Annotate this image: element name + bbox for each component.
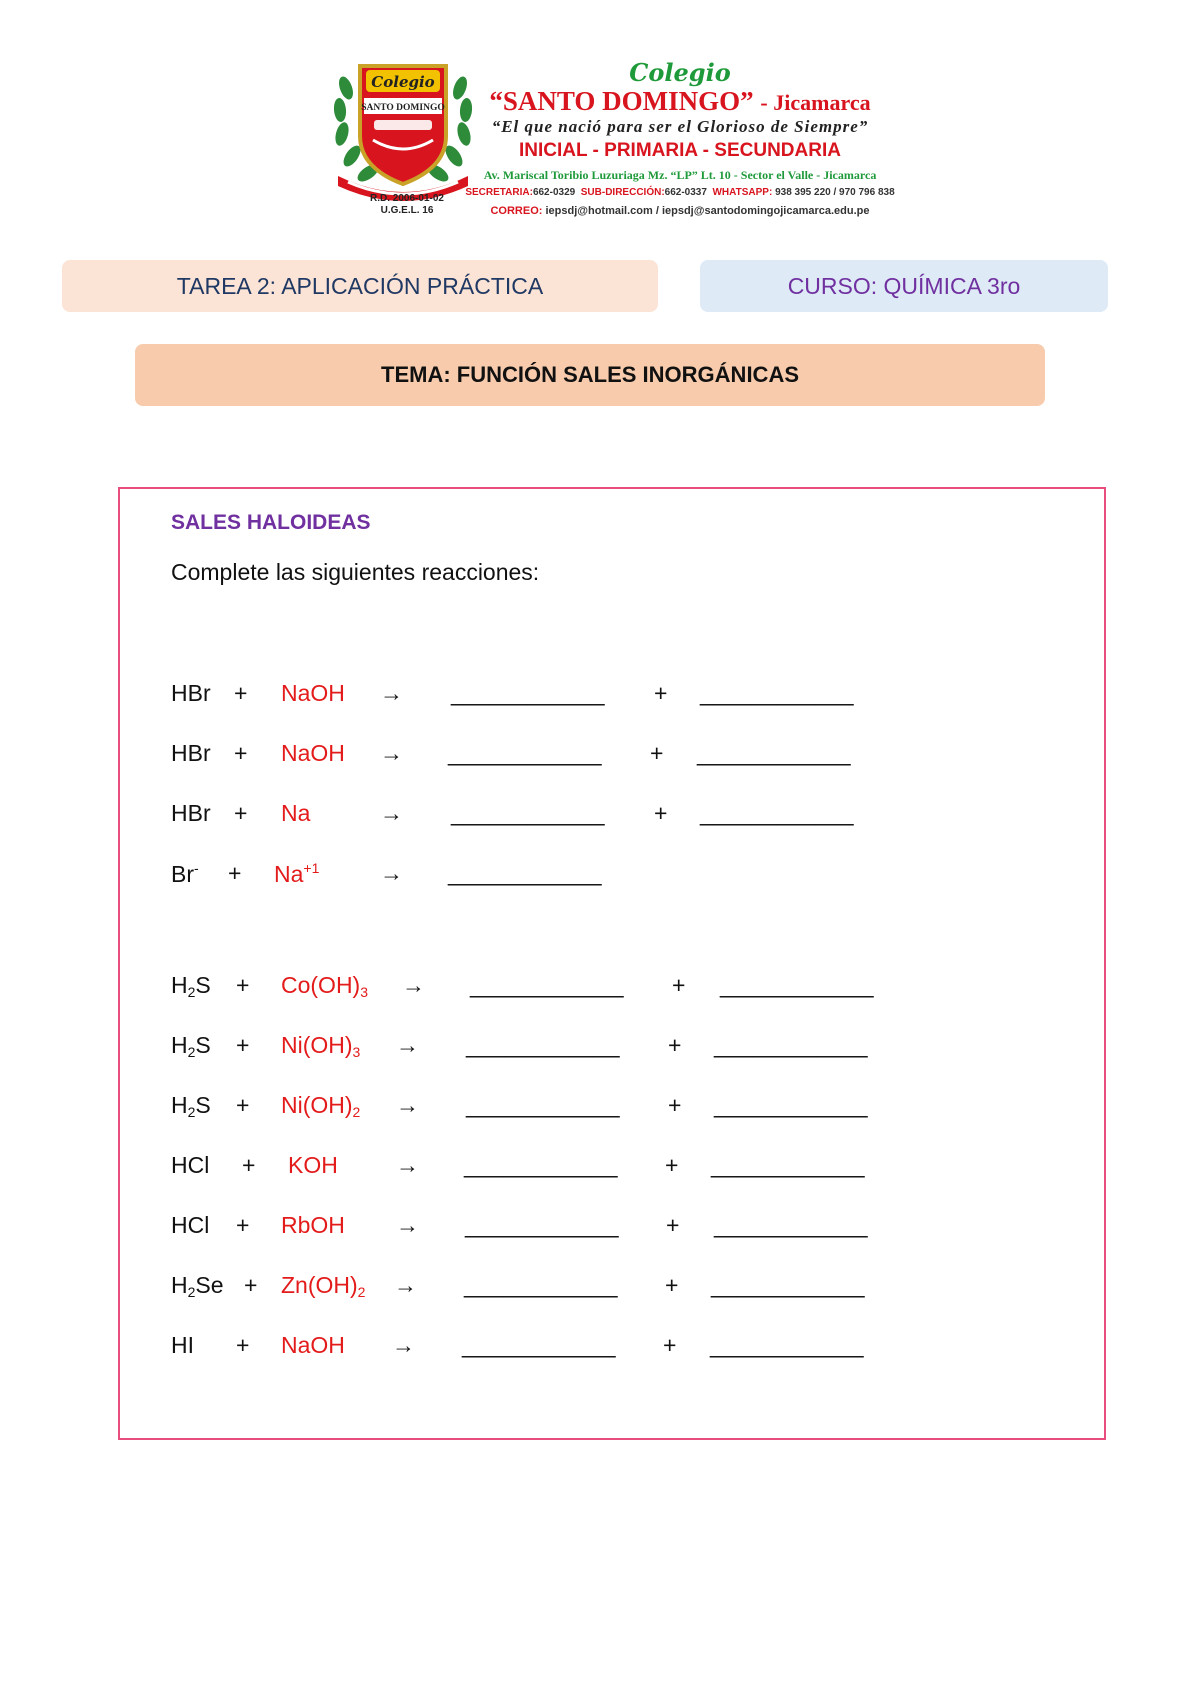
reactant-acid: $H_2S$ [171, 972, 211, 1000]
charge-superscript: - [194, 860, 199, 876]
plus-sign: + [666, 1212, 680, 1238]
reactant-base: $Co(OH)_3$ [281, 972, 369, 1000]
plus-sign: + [236, 1212, 250, 1238]
plus-sign: + [236, 1092, 250, 1118]
reaction-arrow: → [380, 740, 403, 766]
product-blank: ____________ [466, 1032, 620, 1058]
phone-label-1: SECRETARIA: [465, 187, 533, 198]
plus-sign: + [663, 1332, 677, 1358]
reaction-arrow: → [396, 1032, 419, 1058]
tarea-banner: TAREA 2: APLICACIÓN PRÁCTICA [62, 260, 658, 312]
reaction-arrow: → [402, 972, 425, 998]
subscript: 3 [352, 1044, 361, 1060]
rd-line: R.D. 2006-01-02 [370, 193, 444, 204]
email-value: iepsdj@hotmail.com / iepsdj@santodomingojicamarca.edu.pe [545, 205, 870, 217]
phone-label-2: SUB-DIRECCIÓN: [580, 187, 665, 198]
reaction-row [0, 680, 1200, 714]
worksheet-title: SALES HALOIDEAS [171, 511, 371, 534]
plus-sign: + [650, 740, 664, 766]
product-blank: ____________ [720, 972, 874, 998]
reactant-base: NaOH [281, 1332, 345, 1358]
header-levels: INICIAL - PRIMARIA - SECUNDARIA [519, 140, 841, 161]
product-blank: ____________ [462, 1332, 616, 1358]
plus-sign: + [234, 740, 248, 766]
reaction-row [0, 1332, 1200, 1366]
svg-text:SANTO DOMINGO: SANTO DOMINGO [361, 103, 445, 113]
reactant-base: Na [281, 800, 311, 826]
reaction-row [0, 1032, 1200, 1066]
product-blank: ____________ [464, 1272, 618, 1298]
subscript: 2 [187, 984, 196, 1000]
reactant-base: NaOH [281, 740, 345, 766]
reaction-arrow: → [396, 1092, 419, 1118]
product-blank: ____________ [714, 1212, 868, 1238]
product-blank: ____________ [714, 1032, 868, 1058]
subscript: 2 [352, 1104, 361, 1120]
reaction-arrow: → [396, 1212, 419, 1238]
reactant-base: NaOH [281, 680, 345, 706]
worksheet-instruction: Complete las siguientes reacciones: [171, 559, 540, 585]
plus-sign: + [668, 1032, 682, 1058]
plus-sign: + [236, 1032, 250, 1058]
product-blank: ____________ [711, 1152, 865, 1178]
reactant-acid: HBr [171, 740, 211, 766]
plus-sign: + [672, 972, 686, 998]
header-address: Av. Mariscal Toribio Luzuriaga Mz. “LP” Lt. 10 - Sector el Valle - Jicamarca [483, 168, 877, 182]
subscript: 3 [360, 984, 369, 1000]
reactant-acid: Br- [171, 860, 199, 887]
charge-superscript: +1 [303, 860, 320, 876]
reaction-arrow: → [396, 1152, 419, 1178]
header-colegio: Colegio [629, 58, 731, 87]
plus-sign: + [668, 1092, 682, 1118]
product-blank: ____________ [700, 800, 854, 826]
reactant-acid: HCl [171, 1212, 210, 1238]
reactant-acid: HBr [171, 800, 211, 826]
reaction-arrow: → [380, 680, 403, 706]
ugel-line: U.G.E.L. 16 [380, 205, 434, 216]
email-label: CORREO: [490, 205, 543, 217]
reactant-base: $Ni(OH)_2$ [281, 1092, 361, 1120]
product-blank: ____________ [464, 1152, 618, 1178]
curso-banner: CURSO: QUÍMICA 3ro [700, 260, 1108, 312]
plus-sign: + [654, 800, 668, 826]
phone-value-1: 662-0329 [532, 187, 576, 198]
reaction-row [0, 1272, 1200, 1306]
school-name: “SANTO DOMINGO” [489, 86, 754, 116]
reactant-acid: HBr [171, 680, 211, 706]
reactant-acid: HCl [171, 1152, 210, 1178]
reaction-arrow: → [392, 1332, 415, 1358]
product-blank: ____________ [714, 1092, 868, 1118]
reaction-arrow: → [380, 860, 403, 886]
product-blank: ____________ [448, 860, 602, 886]
subscript: 2 [187, 1104, 196, 1120]
reactant-base: $Na^{+1}$ [274, 860, 320, 887]
reaction-row [0, 740, 1200, 774]
reactant-base: KOH [288, 1152, 338, 1178]
product-blank: ____________ [448, 740, 602, 766]
reaction-row [0, 972, 1200, 1006]
plus-sign: + [234, 680, 248, 706]
reactant-acid: HI [171, 1332, 194, 1358]
phone-label-3: WHATSAPP: [712, 187, 773, 198]
school-location: - Jicamarca [760, 90, 871, 115]
product-blank: ____________ [466, 1092, 620, 1118]
product-blank: ____________ [711, 1272, 865, 1298]
reaction-row [0, 800, 1200, 834]
reactant-base: $Ni(OH)_3$ [281, 1032, 361, 1060]
phone-value-3: 938 395 220 / 970 796 838 [775, 187, 895, 198]
plus-sign: + [228, 860, 242, 886]
plus-sign: + [654, 680, 668, 706]
reactant-base: RbOH [281, 1212, 345, 1238]
reactant-acid: $H_2Se$ [171, 1272, 224, 1300]
subscript: 2 [187, 1284, 196, 1300]
reaction-row [0, 860, 1200, 894]
product-blank: ____________ [451, 800, 605, 826]
plus-sign: + [665, 1272, 679, 1298]
subscript: 2 [357, 1284, 366, 1300]
reactant-base: $Zn(OH)_2$ [281, 1272, 366, 1300]
svg-text:Colegio: Colegio [371, 73, 435, 91]
plus-sign: + [236, 1332, 250, 1358]
subscript: 2 [187, 1044, 196, 1060]
header-motto: “El que nació para ser el Glorioso de Siempre” [491, 117, 869, 136]
tema-banner: TEMA: FUNCIÓN SALES INORGÁNICAS [135, 344, 1045, 406]
header-phones [400, 187, 960, 198]
phone-value-2: 662-0337 [664, 187, 707, 198]
header-school-name [400, 86, 960, 117]
reaction-row [0, 1092, 1200, 1126]
reaction-row [0, 1152, 1200, 1186]
plus-sign: + [665, 1152, 679, 1178]
product-blank: ____________ [697, 740, 851, 766]
plus-sign: + [234, 800, 248, 826]
plus-sign: + [244, 1272, 258, 1298]
reactant-acid: $H_2S$ [171, 1032, 211, 1060]
product-blank: ____________ [710, 1332, 864, 1358]
plus-sign: + [236, 972, 250, 998]
reaction-arrow: → [380, 800, 403, 826]
product-blank: ____________ [700, 680, 854, 706]
header-email [400, 205, 960, 217]
reaction-arrow: → [394, 1272, 417, 1298]
product-blank: ____________ [451, 680, 605, 706]
product-blank: ____________ [470, 972, 624, 998]
reactant-acid: $H_2S$ [171, 1092, 211, 1120]
product-blank: ____________ [465, 1212, 619, 1238]
reaction-row [0, 1212, 1200, 1246]
plus-sign: + [242, 1152, 256, 1178]
